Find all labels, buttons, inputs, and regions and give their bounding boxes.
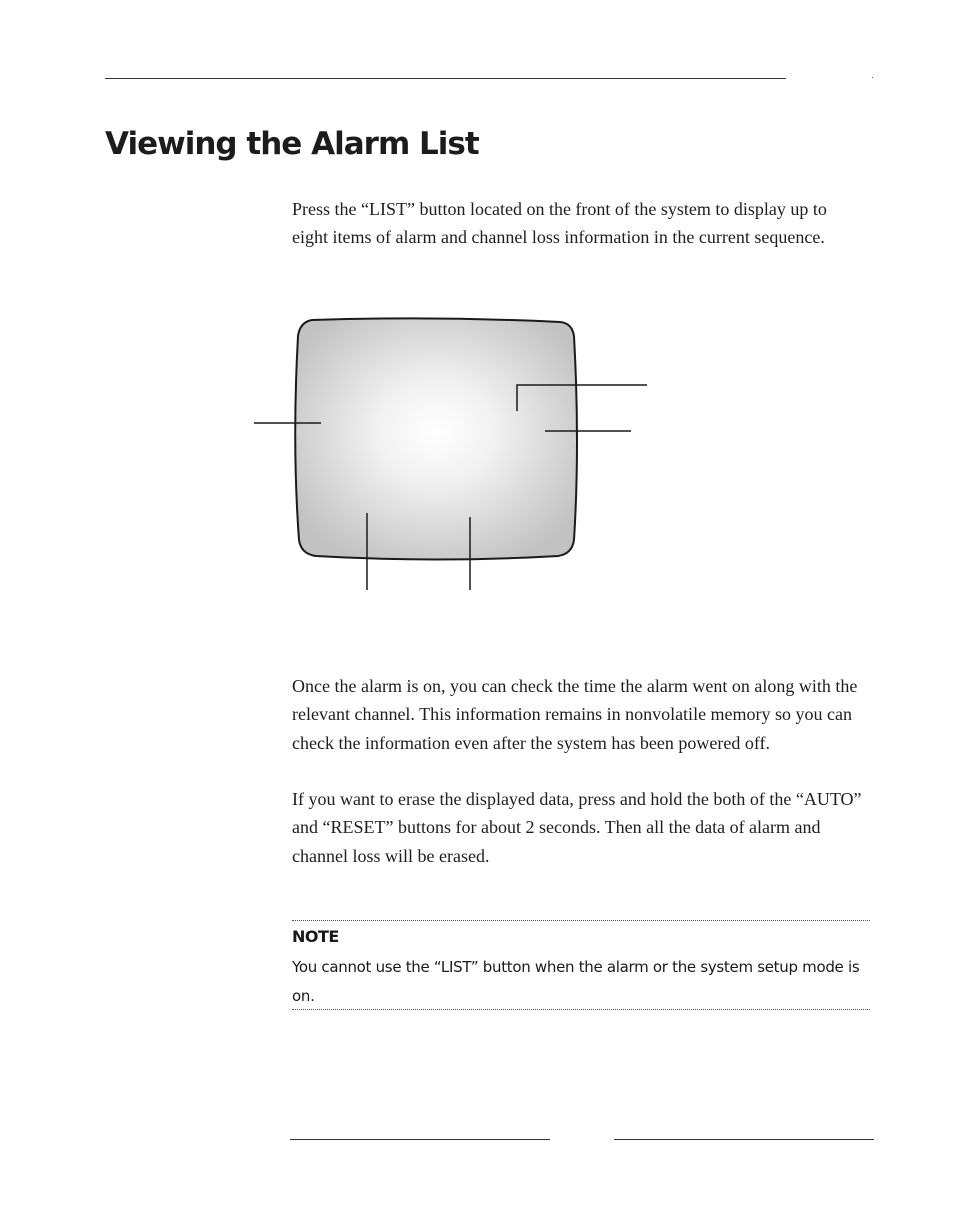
body-paragraph: Once the alarm is on, you can check the time the alarm went on along with the relevant channel. This information remains in nonvolatile memory so you can check the information even after the system has been powered off. (292, 676, 858, 753)
page-title: Viewing the Alarm List (105, 126, 479, 162)
note-top-divider (292, 920, 870, 921)
monitor-screen (295, 318, 577, 559)
note-heading: NOTE (292, 927, 339, 946)
footer-rule-right (614, 1139, 874, 1140)
footer-rule-left (290, 1139, 550, 1140)
header-corner-mark (872, 77, 873, 78)
body-paragraph: If you want to erase the displayed data, press and hold the both of the “AUTO” and “RESET” buttons for about 2 seconds. Then all the data of alarm and channel loss will be erased. (292, 789, 862, 866)
header-rule (105, 78, 786, 79)
note-bottom-divider (292, 1009, 870, 1010)
note-text: You cannot use the “LIST” button when the alarm or the system setup mode is on. (292, 958, 860, 1005)
alarm-list-screen-diagram (250, 314, 650, 594)
intro-paragraph: Press the “LIST” button located on the front of the system to display up to eight items of alarm and channel loss information in the current sequence. (292, 199, 827, 248)
